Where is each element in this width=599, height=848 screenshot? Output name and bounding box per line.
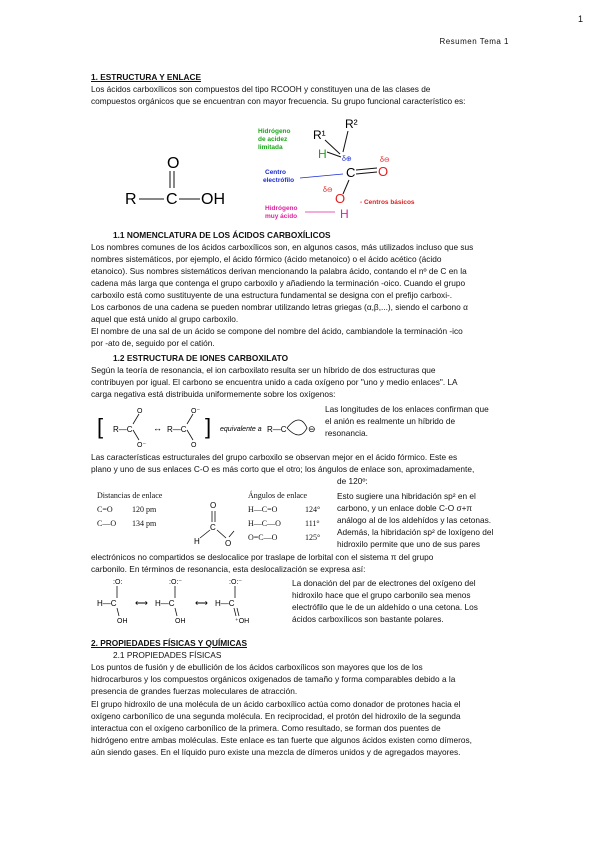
physical-props-line: interactua con el oxígeno carbonílico de la primera. Como resultado, se forman dos puentes de (91, 723, 441, 733)
formula-oh: OH (201, 191, 225, 208)
carboxylate-resonance-diagram (95, 402, 320, 450)
physical-props-line: presencia de grandes fuerzas moleculares de atracción. (91, 686, 298, 696)
nomenclature-line: Los nombres comunes de los ácidos carboxílicos son, en algunos casos, más utilizados incluso que sus (91, 242, 474, 252)
diagram-label-electrophile: Centro (265, 169, 286, 176)
structural-line: plano y uno de sus enlaces C-O es más corto que el otro; los ángulos de enlace son, aproximadamente, (91, 464, 475, 474)
svg-text:R—C: R—C (113, 425, 133, 434)
svg-text:OH: OH (117, 618, 128, 624)
svg-text:C: C (210, 523, 216, 532)
physical-props-line: oxígeno carbonílico de una segunda molécula. En reciprocidad, el protón del hidroxilo de la segunda (91, 711, 461, 721)
bond-cell: C—O (97, 519, 117, 528)
distance-cell: 134 pm (132, 519, 157, 528)
sp2-text-line: análogo al de los aldehídos y las cetonas. (337, 515, 492, 525)
svg-text:OH: OH (175, 618, 186, 624)
resonance-text-line: resonancia. (325, 428, 368, 438)
nomenclature-line: cadena más larga que contenga el grupo carboxilo y añadiendo la terminación -oico. Cuando el grupo (91, 278, 466, 288)
sp2-text-line: carbono, y un enlace doble C-O σ+π (337, 503, 473, 513)
svg-text:]: ] (205, 414, 212, 439)
diagram-h-alpha: H (318, 147, 327, 161)
nomenclature-line: por -ato de, seguido por el catión. (91, 338, 215, 348)
svg-text::O:⁻: :O:⁻ (229, 579, 243, 586)
nomenclature-line: etanoico). Sus nombres sistemáticos derivan mencionando la palabra ácido, contando el nº de C en la (91, 266, 467, 276)
diagram-o-bottom: O (335, 191, 346, 206)
physical-props-line: aún siendo gases. En el líquido puro existe una mezcla de dímeros unidos y de agregados mayores. (91, 747, 461, 757)
svg-text:H: H (194, 537, 200, 546)
diagram-h-acid: H (340, 207, 349, 221)
svg-text::O:: :O: (113, 579, 123, 586)
physical-props-line: El grupo hidroxilo de una molécula de un ácido carboxílico actúa como donador de protones hacia el (91, 699, 461, 709)
svg-text:⟷: ⟷ (195, 598, 208, 608)
diagram-o-top: O (378, 164, 389, 179)
sp2-text-line: Además, la hibridación sp² de loxígeno del (337, 527, 494, 537)
svg-text:O: O (137, 408, 143, 415)
donation-text-line: ácidos carboxílicos son bastante polares. (292, 614, 444, 624)
carboxylate-line: carga negativa está distribuida uniformemente sobre los oxígenos: (91, 389, 336, 399)
svg-text:[: [ (97, 414, 104, 439)
diagram-label-alpha-h: limitada (258, 144, 283, 151)
svg-text:O: O (191, 442, 197, 449)
degree-cell: 124° (305, 505, 321, 514)
section-1-title: 1. ESTRUCTURA Y ENLACE (91, 72, 202, 82)
carboxylate-line: Según la teoría de resonancia, el ion carboxilato resulta ser un híbrido de dos estructuras que (91, 365, 436, 375)
svg-text:R—C: R—C (267, 425, 287, 434)
carboxyl-group-formula (120, 150, 240, 220)
diagram-r1: R¹ (313, 128, 326, 142)
diagram-label-alpha-h: Hidrógeno (258, 128, 291, 135)
section-2-1-title: 2.1 PROPIEDADES FÍSICAS (113, 650, 222, 660)
degree-cell: 125° (305, 533, 321, 542)
diagram-label-electrophile: electrófilo (263, 177, 295, 184)
formula-r: R (125, 191, 137, 208)
diagram-o-top-charge: δ⊖ (380, 157, 390, 164)
nomenclature-line: El nombre de una sal de un ácido se compone del nombre del ácido, cambiandole la terminación -ico (91, 326, 463, 336)
diagram-label-basic: - Centros básicos (360, 199, 415, 206)
svg-text:O⁻: O⁻ (191, 408, 201, 415)
physical-props-line: hidrógeno entre ambas moléculas. Este enlace es tan fuerte que algunos ácidos existen como dímeros, (91, 735, 472, 745)
svg-text:↔: ↔ (153, 423, 162, 433)
donation-text-line: La donación del par de electrones del oxígeno del (292, 578, 476, 588)
section-1-1-title: 1.1 NOMENCLATURA DE LOS ÁCIDOS CARBOXÍLICOS (113, 230, 331, 240)
distance-cell: 120 pm (132, 505, 157, 514)
svg-text:O: O (210, 501, 217, 510)
diagram-c-alpha-charge: δ⊕ (342, 156, 352, 163)
diagram-label-acid-h: Hidrógeno (265, 205, 298, 212)
carboxylate-line: contribuyen por igual. El carbono se encuentra unido a cada oxígeno por "uno y medio enlaces". LA (91, 377, 458, 387)
delocalization-line: electrónicos no compartidos se deslocalice por traslape de lorbital con el sistema π del grupo (91, 552, 434, 562)
nomenclature-line: Los carbonos de una cadena se pueden nombrar utilizando letras griegas (α,β,...), siendo el carbono α (91, 302, 468, 312)
resonance-text-line: el anión es realmente un híbrido de (325, 416, 456, 426)
diagram-r2: R² (345, 117, 358, 131)
svg-text:H—C: H—C (215, 599, 235, 608)
section-1-2-title: 1.2 ESTRUCTURA DE IONES CARBOXILATO (113, 353, 289, 363)
intro-line: compuestos orgánicos que se encuentran con mayor frecuencia. Su grupo funcional característico es: (91, 96, 466, 106)
donation-text-line: electrófilo que le de un aldehído o una cetona. Los (292, 602, 478, 612)
svg-text:H—C: H—C (155, 599, 175, 608)
angle-cell: O=C—O (248, 533, 278, 542)
svg-text:⁺OH: ⁺OH (235, 618, 250, 624)
acid-reactivity-diagram (255, 112, 455, 222)
formula-o: O (167, 155, 180, 172)
nomenclature-line: nombres sistemáticos, por ejemplo, el ácido fórmico (ácido metanoico) o el ácido acético (ácido (91, 254, 442, 264)
sp2-text-line: Esto sugiere una hibridación sp² en el (337, 491, 476, 501)
degree-cell: 111° (305, 519, 320, 528)
diagram-label-acid-h: muy ácido (265, 213, 298, 220)
diagram-label-alpha-h: de acidez (258, 136, 288, 143)
formula-c: C (166, 191, 178, 208)
page-number: 1 (577, 14, 583, 24)
nomenclature-line: carboxilo está como sustituyente de una estructura fundamental se designa con el prefijo carboxi-. (91, 290, 453, 300)
svg-text:⟷: ⟷ (135, 598, 148, 608)
acid-resonance-diagram (95, 576, 295, 624)
svg-text:⊖: ⊖ (308, 424, 316, 434)
angle-cell: H—C=O (248, 505, 278, 514)
intro-line: Los ácidos carboxílicos son compuestos del tipo RCOOH y constituyen una de las clases de (91, 84, 431, 94)
equivalente-label: equivalente a (220, 426, 262, 433)
delocalization-line: carbonilo. En términos de resonancia, esta deslocalización se expresa así: (91, 564, 366, 574)
nomenclature-line: aquel que está unido al grupo carboxilo. (91, 314, 239, 324)
bond-distance-header: Distancias de enlace (97, 491, 163, 500)
physical-props-line: Los puntos de fusión y de ebullición de los ácidos carboxílicos son mayores que los de los (91, 662, 423, 672)
diagram-c: C (346, 165, 356, 180)
physical-props-line: hidrocarburos y los compuestos orgánicos oxigenados de tamaño y forma comparables debido a la (91, 674, 456, 684)
sp2-text-line: hidroxilo permite que uno de sus pares (337, 539, 480, 549)
svg-text::O:⁻: :O:⁻ (169, 579, 183, 586)
bond-angle-header: Ángulos de enlace (248, 491, 308, 500)
header-note: Resumen Tema 1 (439, 37, 509, 46)
formic-acid-structure (190, 498, 240, 548)
bond-cell: C=O (97, 505, 113, 514)
structural-line: Las características estructurales del grupo carboxilo se observan mejor en el ácido fórmico. Este es (91, 452, 458, 462)
structural-line: de 120º: (337, 476, 368, 486)
svg-text:R—C: R—C (167, 425, 187, 434)
resonance-text-line: Las longitudes de los enlaces confirman que (325, 404, 489, 414)
svg-text:O⁻: O⁻ (137, 442, 147, 449)
donation-text-line: hidroxilo hace que el grupo carbonilo sea menos (292, 590, 471, 600)
svg-text:O: O (225, 539, 232, 548)
angle-cell: H—C—O (248, 519, 281, 528)
svg-text:H—C: H—C (97, 599, 117, 608)
diagram-o-bottom-charge: δ⊖ (323, 187, 333, 194)
section-2-title: 2. PROPIEDADES FÍSICAS Y QUÍMICAS (91, 638, 247, 648)
